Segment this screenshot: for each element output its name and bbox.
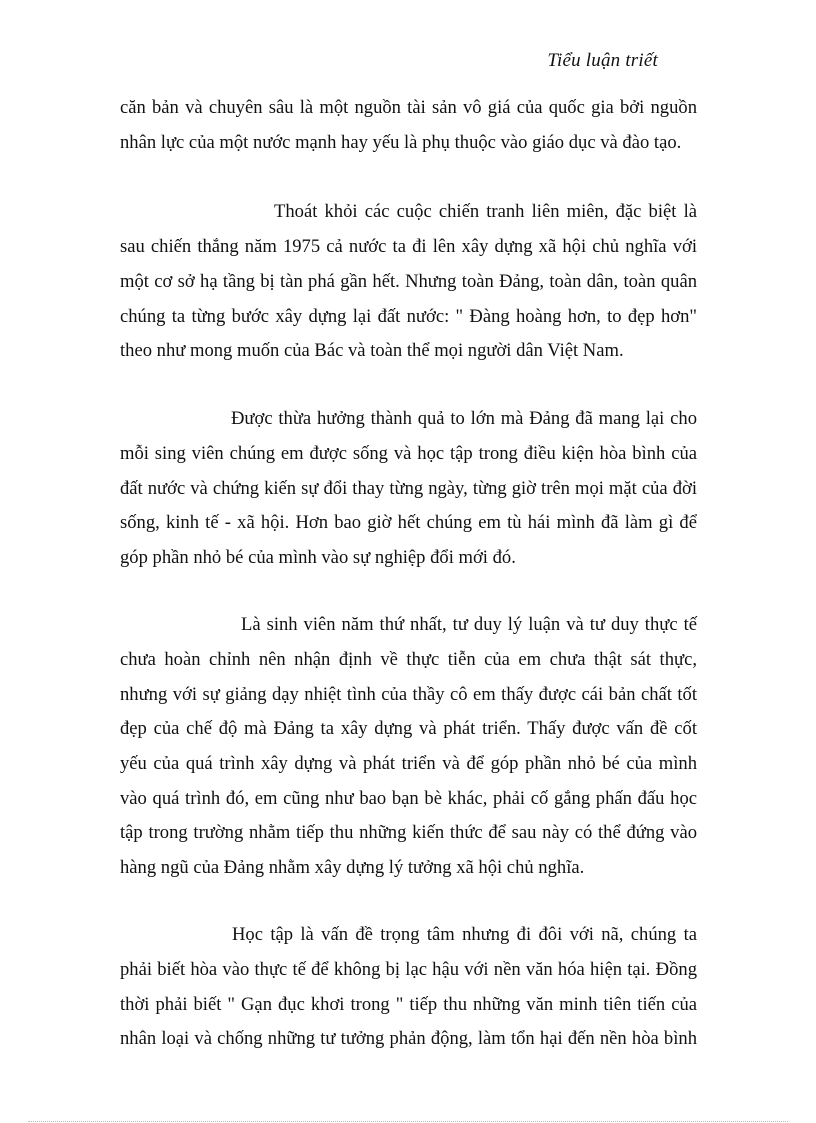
paragraph-5-line-2: phải biết hòa vào thực tế để không bị lạc hậu với nền văn hóa hiện tại. Đồng xyxy=(120,959,697,980)
paragraph-4-line-5: yếu của quá trình xây dựng và phát triển và để góp phần nhỏ bé của mình xyxy=(120,753,697,774)
paragraph-4-line-3: nhưng với sự giảng dạy nhiệt tình của thầy cô em thấy được cái bản chất tốt xyxy=(120,684,697,705)
paragraph-4-line-2: chưa hoàn chỉnh nên nhận định về thực tiễn của em chưa thật sát thực, xyxy=(120,649,697,670)
paragraph-4-line-8: hàng ngũ của Đảng nhằm xây dựng lý tưởng xã hội chủ nghĩa. xyxy=(120,857,585,878)
paragraph-4-line-7: tập trong trường nhằm tiếp thu những kiến thức để sau này có thể đứng vào xyxy=(120,822,697,843)
paragraph-3-line-3: đất nước và chứng kiến sự đổi thay từng ngày, từng giờ trên mọi mặt của đời xyxy=(120,478,697,499)
paragraph-1-line-1: căn bản và chuyên sâu là một nguồn tài sản vô giá của quốc gia bởi nguồn xyxy=(120,97,697,118)
paragraph-2-line-4: chúng ta từng bước xây dựng lại đất nước: " Đàng hoàng hơn, to đẹp hơn" xyxy=(120,306,697,327)
page-bottom-rule xyxy=(28,1121,788,1122)
paragraph-3-line-1: Được thừa hưởng thành quả to lớn mà Đảng đã mang lại cho xyxy=(231,408,697,429)
paragraph-2-line-3: một cơ sở hạ tầng bị tàn phá gần hết. Nhưng toàn Đảng, toàn dân, toàn quân xyxy=(120,271,697,292)
paragraph-4-line-1: Là sinh viên năm thứ nhất, tư duy lý luận và tư duy thực tế xyxy=(241,614,697,635)
paragraph-2-line-1: Thoát khỏi các cuộc chiến tranh liên miên, đặc biệt là xyxy=(274,201,697,222)
paragraph-1-line-2: nhân lực của một nước mạnh hay yếu là phụ thuộc vào giáo dục và đào tạo. xyxy=(120,132,682,153)
paragraph-5-line-4: nhân loại và chống những tư tưởng phản động, làm tổn hại đến nền hòa bình xyxy=(120,1028,697,1049)
paragraph-3-line-2: mỗi sing viên chúng em được sống và học tập trong điều kiện hòa bình của xyxy=(120,443,697,464)
paragraph-3-line-5: góp phần nhỏ bé của mình vào sự nghiệp đổi mới đó. xyxy=(120,547,516,568)
paragraph-3-line-4: sống, kinh tế - xã hội. Hơn bao giờ hết chúng em tù hái mình đã làm gì để xyxy=(120,512,697,533)
paragraph-5-line-1: Học tập là vấn đề trọng tâm nhưng đi đôi với nã, chúng ta xyxy=(232,924,697,945)
paragraph-4-line-6: vào quá trình đó, em cũng như bao bạn bè khác, phải cố gắng phấn đấu học xyxy=(120,788,697,809)
paragraph-5-line-3: thời phải biết " Gạn đục khơi trong " tiếp thu những văn minh tiên tiến của xyxy=(120,994,697,1015)
page-header-title: Tiểu luận triết xyxy=(547,50,658,71)
paragraph-4-line-4: đẹp của chế độ mà Đảng ta xây dựng và phát triển. Thấy được vấn đề cốt xyxy=(120,718,697,739)
paragraph-2-line-2: sau chiến thắng năm 1975 cả nước ta đi lên xây dựng xã hội chủ nghĩa với xyxy=(120,236,697,257)
paragraph-2-line-5: theo như mong muốn của Bác và toàn thể mọi người dân Việt Nam. xyxy=(120,340,624,361)
